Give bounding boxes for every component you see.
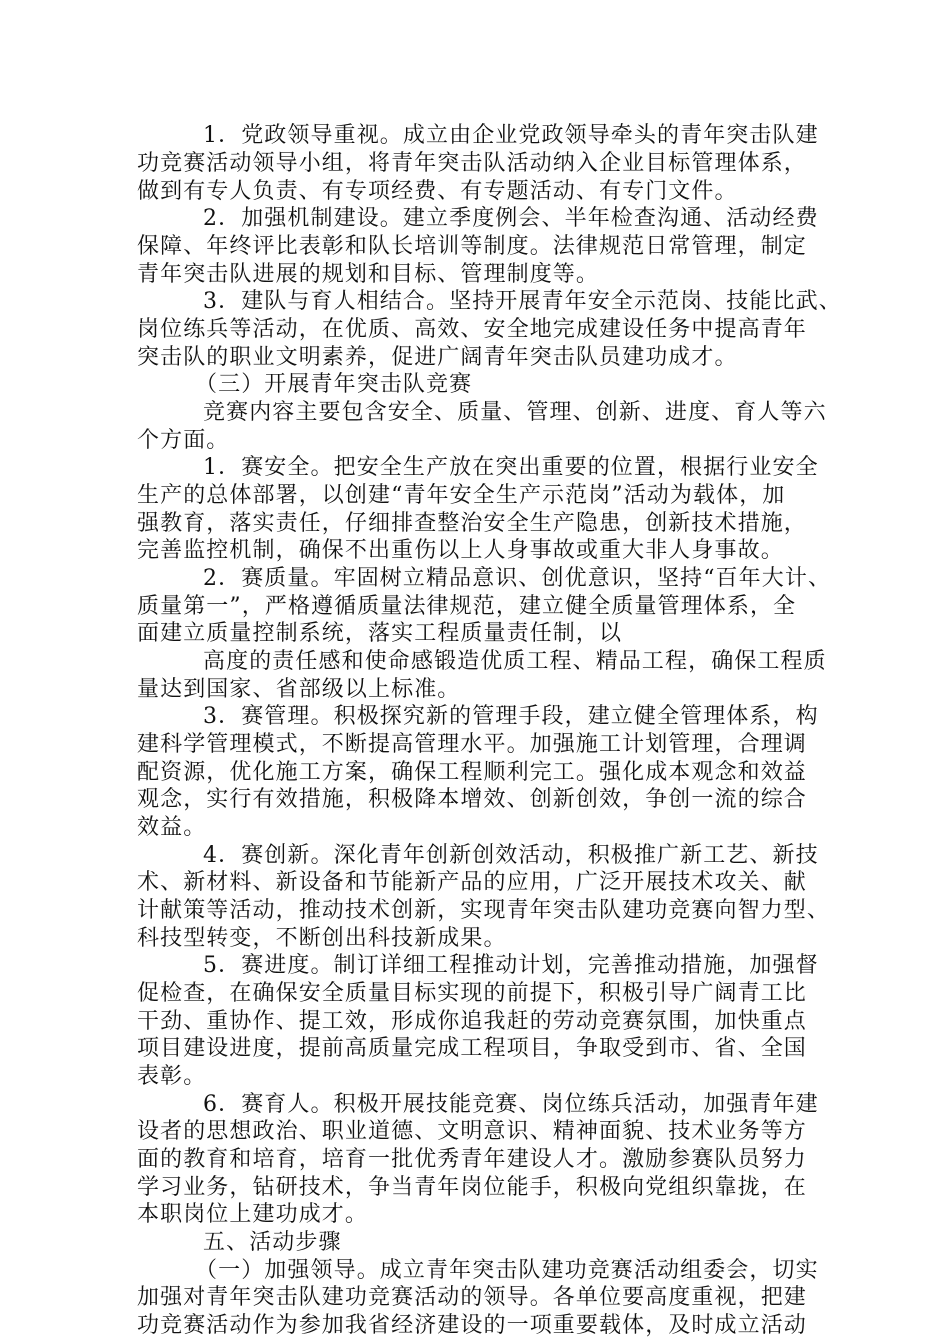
text-line: 表彰。 — [137, 1064, 207, 1089]
text-line: 竞赛内容主要包含安全、质量、管理、创新、进度、育人等六 — [203, 400, 827, 425]
text-line: （一）加强领导。成立青年突击队建功竞赛活动组委会，切实 — [195, 1258, 819, 1283]
text-line: 本职岗位上建功成才。 — [137, 1202, 369, 1227]
text-line: 加强对青年突击队建功竞赛活动的领导。各单位要高度重视，把建 — [137, 1285, 807, 1310]
text-line: 效益。 — [137, 815, 207, 840]
text-line: 青年突击队进展的规划和目标、管理制度等。 — [137, 262, 600, 287]
text-line: 突击队的职业文明素养，促进广阔青年突击队员建功成才。 — [137, 345, 738, 370]
text-line: 3．建队与育人相结合。坚持开展青年安全示范岗、技能比武、 — [203, 289, 842, 314]
text-line: 2．加强机制建设。建立季度例会、半年检查沟通、活动经费 — [203, 206, 819, 231]
text-line: 4．赛创新。深化青年创新创效活动，积极推广新工艺、新技 — [203, 843, 819, 868]
text-line: 功竞赛活动领导小组，将青年突击队活动纳入企业目标管理体系， — [137, 151, 807, 176]
text-line: 2．赛质量。牢固树立精品意识、创优意识，坚持“百年大计、 — [203, 566, 832, 591]
text-line: 强教育，落实责任，仔细排查整治安全生产隐患，创新技术措施， — [137, 511, 807, 536]
text-line: 干劲、重协作、提工效，形成你追我赶的劳动竞赛氛围，加快重点 — [137, 1009, 807, 1034]
text-line: 功竞赛活动作为参加我省经济建设的一项重要载体，及时成立活动 — [137, 1313, 807, 1338]
text-line: 1．赛安全。把安全生产放在突出重要的位置，根据行业安全 — [203, 455, 819, 480]
text-line: 促检查，在确保安全质量目标实现的前提下，积极引导广阔青工比 — [137, 981, 807, 1006]
text-line: 保障、年终评比表彰和队长培训等制度。法律规范日常管理，制定 — [137, 234, 807, 259]
text-line: 岗位练兵等活动，在优质、高效、安全地完成建设任务中提高青年 — [137, 317, 807, 342]
section-heading: （三）开展青年突击队竞赛 — [195, 372, 473, 397]
text-line: 个方面。 — [137, 428, 230, 453]
text-line: 生产的总体部署，以创建“青年安全生产示范岗”活动为载体，加 — [137, 483, 786, 508]
text-line: 完善监控机制，确保不出重伤以上人身事故或重大非人身事故。 — [137, 538, 784, 563]
text-line: 1．党政领导重视。成立由企业党政领导牵头的青年突击队建 — [203, 123, 819, 148]
text-line: 3．赛管理。积极探究新的管理手段，建立健全管理体系，构 — [203, 704, 819, 729]
text-line: 科技型转变，不断创出科技新成果。 — [137, 926, 507, 951]
text-line: 面建立质量控制系统，落实工程质量责任制，以 — [137, 621, 623, 646]
text-line: 6．赛育人。积极开展技能竞赛、岗位练兵活动，加强青年建 — [203, 1092, 819, 1117]
text-line: 建科学管理模式，不断提高管理水平。加强施工计划管理，合理调 — [137, 732, 807, 757]
text-line: 质量第一”，严格遵循质量法律规范，建立健全质量管理体系，全 — [137, 594, 797, 619]
text-line: 5．赛进度。制订详细工程推动计划，完善推动措施，加强督 — [203, 953, 819, 978]
text-line: 计献策等活动，推动技术创新，实现青年突击队建功竞赛向智力型、 — [137, 898, 831, 923]
text-line: 术、新材料、新设备和节能新产品的应用，广泛开展技术攻关、献 — [137, 870, 807, 895]
section-heading: 五、活动步骤 — [203, 1230, 342, 1255]
text-line: 面的教育和培育，培育一批优秀青年建设人才。激励参赛队员努力 — [137, 1147, 807, 1172]
text-line: 观念，实行有效措施，积极降本增效、创新创效，争创一流的综合 — [137, 787, 807, 812]
text-line: 量达到国家、省部级以上标准。 — [137, 677, 461, 702]
text-line: 高度的责任感和使命感锻造优质工程、精品工程，确保工程质 — [203, 649, 827, 674]
text-line: 配资源，优化施工方案，确保工程顺利完工。强化成本观念和效益 — [137, 760, 807, 785]
text-line: 做到有专人负责、有专项经费、有专题活动、有专门文件。 — [137, 179, 738, 204]
text-line: 项目建设进度，提前高质量完成工程项目，争取受到市、省、全国 — [137, 1036, 807, 1061]
text-line: 学习业务，钻研技术，争当青年岗位能手，积极向党组织靠拢，在 — [137, 1175, 807, 1200]
text-line: 设者的思想政治、职业道德、文明意识、精神面貌、技术业务等方 — [137, 1119, 807, 1144]
